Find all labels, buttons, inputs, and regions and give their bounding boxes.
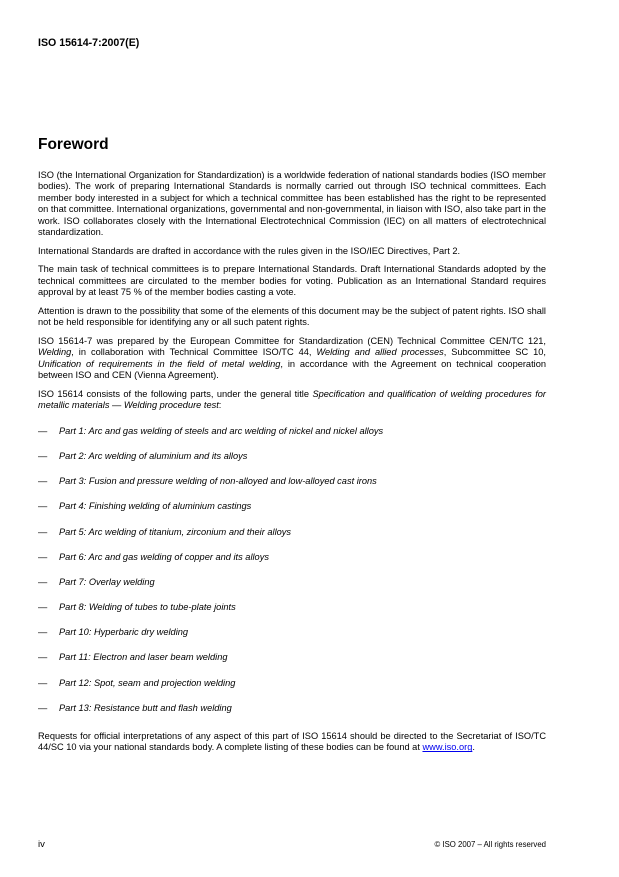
text-segment: ISO 15614 consists of the following parts, under the general title [38, 388, 313, 399]
text-segment: : [218, 400, 222, 411]
paragraph-patent: Attention is drawn to the possibility that some of the elements of this document may be the subject of patent rights. ISO shall not be held responsible for identifying any or all such patent rights. [38, 305, 546, 328]
paragraph-interpretations [38, 731, 546, 754]
list-item [38, 426, 546, 451]
list-item [38, 501, 546, 526]
paragraph-committees: The main task of technical committees is to prepare International Standards. Draft International Standards adopted by the technical committees are circulated to the member bodies for voting. Publication as an International Standard requires approval by at least 75 % of the member bodies casting a vote. [38, 264, 546, 298]
general-title: Specification and qualification of welding procedures for metallic materials — Welding procedure test [38, 388, 546, 411]
part-title: Part 11: Electron and laser beam welding [59, 652, 228, 663]
list-dash: — [38, 501, 48, 512]
list-item [38, 577, 546, 602]
text-segment: , Subcommittee SC 10, [443, 347, 546, 358]
list-dash: — [38, 652, 48, 663]
list-dash: — [38, 425, 48, 436]
list-dash: — [38, 526, 48, 537]
paragraph-prepared-by [38, 336, 546, 382]
page-number: iv [38, 839, 45, 850]
foreword-body [38, 170, 546, 761]
list-dash: — [38, 450, 48, 461]
parts-list [38, 426, 546, 728]
list-dash: — [38, 576, 48, 587]
part-title: Part 7: Overlay welding [59, 576, 155, 587]
subcommittee-title: Unification of requirements in the field of metal welding [38, 358, 281, 369]
list-dash: — [38, 677, 48, 688]
paragraph-iso-intro: ISO (the International Organization for Standardization) is a worldwide federation of national standards bodies (ISO member bodies). The work of preparing International Standards is normally carried out through ISO technical committees. Each member body interested in a subject for which a technical committee has been established has the right to be represented on that committee. International organizations, governmental and non-governmental, in liaison with ISO, also take part in the work. ISO collaborates closely with the International Electrotechnical Commission (IEC) on all matters of electrotechnical standardization. [38, 170, 547, 238]
list-dash: — [38, 551, 48, 562]
part-title: Part 12: Spot, seam and projection welding [59, 677, 236, 688]
iso-website-link[interactable]: www.iso.org [422, 742, 473, 753]
list-item [38, 678, 546, 703]
committee-title: Welding and allied processes [316, 347, 444, 358]
list-item [38, 703, 546, 728]
text-segment: . [472, 742, 475, 753]
text-segment: Requests for official interpretations of any aspect of this part of ISO 15614 should be directed to the Secretariat of ISO/TC 44/SC 10 via your national standards body. A complete listing of these bodies can be found at [38, 731, 546, 753]
paragraph-parts-intro [38, 389, 546, 412]
part-title: Part 6: Arc and gas welding of copper and its alloys [59, 551, 269, 562]
text-segment: ISO 15614-7 was prepared by the European Committee for Standardization (CEN) Technical Committee CEN/TC 121, [38, 336, 546, 347]
list-dash: — [38, 602, 48, 613]
committee-title: Welding [38, 347, 72, 358]
list-item [38, 602, 546, 627]
list-item [38, 476, 546, 501]
part-title: Part 3: Fusion and pressure welding of non-alloyed and low-alloyed cast irons [59, 476, 377, 487]
document-id: ISO 15614-7:2007(E) [38, 37, 140, 49]
copyright-notice: © ISO 2007 – All rights reserved [434, 840, 546, 849]
list-dash: — [38, 702, 48, 713]
text-segment: , in accordance with the Agreement on technical cooperation between ISO and CEN (Vienna Agreement). [38, 358, 546, 381]
part-title: Part 5: Arc welding of titanium, zirconium and their alloys [59, 526, 292, 537]
list-item [38, 552, 546, 577]
list-item [38, 451, 546, 476]
paragraph-directives: International Standards are drafted in accordance with the rules given in the ISO/IEC Directives, Part 2. [38, 245, 461, 256]
list-item [38, 527, 546, 552]
list-item [38, 652, 546, 677]
list-dash: — [38, 627, 48, 638]
page-title: Foreword [38, 136, 109, 153]
part-title: Part 2: Arc welding of aluminium and its alloys [59, 450, 248, 461]
part-title: Part 1: Arc and gas welding of steels and arc welding of nickel and nickel alloys [59, 425, 384, 436]
part-title: Part 13: Resistance butt and flash welding [59, 702, 232, 713]
part-title: Part 4: Finishing welding of aluminium castings [59, 501, 252, 512]
part-title: Part 10: Hyperbaric dry welding [59, 627, 189, 638]
list-dash: — [38, 476, 48, 487]
list-item [38, 627, 546, 652]
part-title: Part 8: Welding of tubes to tube-plate joints [59, 602, 236, 613]
text-segment: , in collaboration with Technical Committee ISO/TC 44, [71, 347, 317, 358]
